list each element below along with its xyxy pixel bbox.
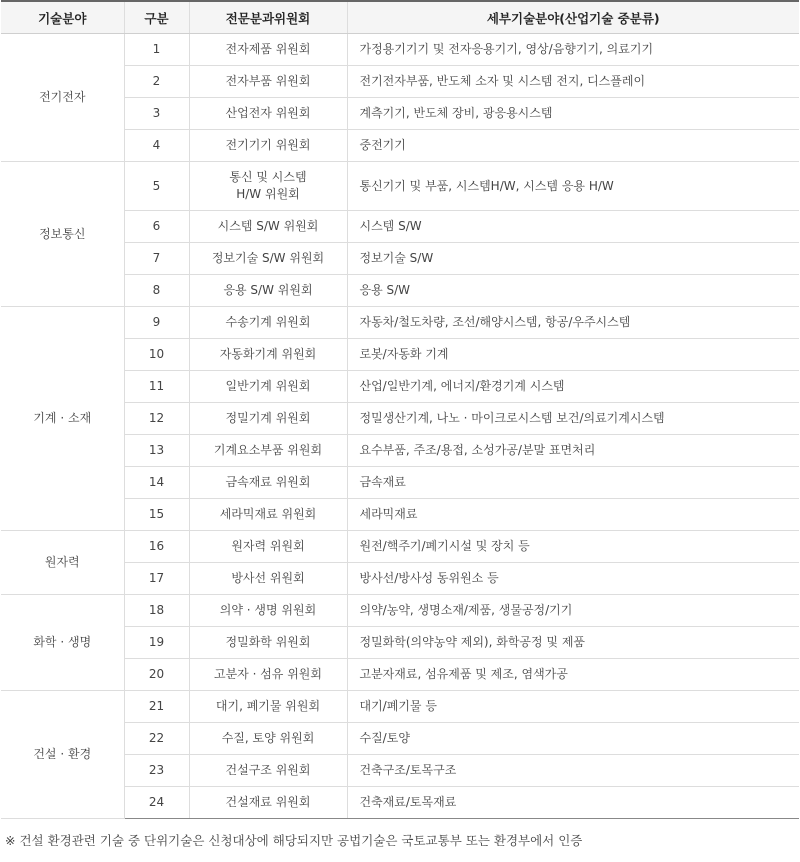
detail-cell: 전기전자부품, 반도체 소자 및 시스템 전지, 디스플레이 <box>347 66 799 98</box>
header-no: 구분 <box>124 1 189 34</box>
header-committee: 전문분과위원회 <box>189 1 347 34</box>
number-cell: 19 <box>124 627 189 659</box>
table-row <box>1 162 799 211</box>
committee-cell: 대기, 폐기물 위원회 <box>189 691 347 723</box>
detail-cell: 건축재료/토목재료 <box>347 787 799 819</box>
number-cell: 15 <box>124 499 189 531</box>
committee-cell: 방사선 위원회 <box>189 563 347 595</box>
number-cell: 4 <box>124 130 189 162</box>
committee-cell: 원자력 위원회 <box>189 531 347 563</box>
detail-cell: 요수부품, 주조/용접, 소성가공/분말 표면처리 <box>347 435 799 467</box>
committee-cell: 수질, 토양 위원회 <box>189 723 347 755</box>
committee-cell: 일반기계 위원회 <box>189 371 347 403</box>
detail-cell: 수질/토양 <box>347 723 799 755</box>
number-cell: 16 <box>124 531 189 563</box>
number-cell: 1 <box>124 34 189 66</box>
number-cell: 3 <box>124 98 189 130</box>
detail-cell: 대기/폐기물 등 <box>347 691 799 723</box>
table-body <box>1 34 799 819</box>
committee-cell: 세라믹재료 위원회 <box>189 499 347 531</box>
header-detail: 세부기술분야(산업기술 중분류) <box>347 1 799 34</box>
detail-cell: 건축구조/토목구조 <box>347 755 799 787</box>
number-cell: 17 <box>124 563 189 595</box>
detail-cell: 가정용기기기 및 전자응용기기, 영상/음향기기, 의료기기 <box>347 34 799 66</box>
number-cell: 12 <box>124 403 189 435</box>
detail-cell: 정밀화학(의약농약 제외), 화학공정 및 제품 <box>347 627 799 659</box>
number-cell: 23 <box>124 755 189 787</box>
number-cell: 5 <box>124 162 189 211</box>
committee-cell: 전자제품 위원회 <box>189 34 347 66</box>
number-cell: 24 <box>124 787 189 819</box>
detail-cell: 통신기기 및 부품, 시스템H/W, 시스템 응용 H/W <box>347 162 799 211</box>
detail-cell: 방사선/방사성 동위원소 등 <box>347 563 799 595</box>
committee-cell: 의약 · 생명 위원회 <box>189 595 347 627</box>
table-row <box>1 531 799 563</box>
committee-cell: 자동화기계 위원회 <box>189 339 347 371</box>
number-cell: 2 <box>124 66 189 98</box>
category-cell: 정보통신 <box>1 162 124 307</box>
detail-cell: 금속재료 <box>347 467 799 499</box>
category-cell: 전기전자 <box>1 34 124 162</box>
detail-cell: 계측기기, 반도체 장비, 광응용시스템 <box>347 98 799 130</box>
detail-cell: 로봇/자동화 기계 <box>347 339 799 371</box>
committee-cell: 금속재료 위원회 <box>189 467 347 499</box>
detail-cell: 정밀생산기계, 나노 · 마이크로시스템 보건/의료기계시스템 <box>347 403 799 435</box>
table-row <box>1 307 799 339</box>
committee-cell: 건설재료 위원회 <box>189 787 347 819</box>
number-cell: 8 <box>124 275 189 307</box>
number-cell: 21 <box>124 691 189 723</box>
number-cell: 10 <box>124 339 189 371</box>
committee-cell: 정밀기계 위원회 <box>189 403 347 435</box>
footnote: ※ 건설 환경관련 기술 중 단위기술은 신청대상에 해당되지만 공법기술은 국토교통부 또는 환경부에서 인증 <box>5 833 583 848</box>
committee-cell: 통신 및 시스템 H/W 위원회 <box>189 162 347 211</box>
committee-cell: 전기기기 위원회 <box>189 130 347 162</box>
table-row <box>1 595 799 627</box>
detail-cell: 중전기기 <box>347 130 799 162</box>
detail-cell: 응용 S/W <box>347 275 799 307</box>
header-category: 기술분야 <box>1 1 124 34</box>
committee-cell: 산업전자 위원회 <box>189 98 347 130</box>
detail-cell: 시스템 S/W <box>347 211 799 243</box>
committee-cell: 건설구조 위원회 <box>189 755 347 787</box>
category-cell: 원자력 <box>1 531 124 595</box>
number-cell: 7 <box>124 243 189 275</box>
tech-field-table <box>1 0 799 819</box>
committee-cell: 정보기술 S/W 위원회 <box>189 243 347 275</box>
detail-cell: 원전/핵주기/폐기시설 및 장치 등 <box>347 531 799 563</box>
number-cell: 20 <box>124 659 189 691</box>
category-cell: 기계 · 소재 <box>1 307 124 531</box>
detail-cell: 의약/농약, 생명소재/제품, 생물공정/기기 <box>347 595 799 627</box>
detail-cell: 정보기술 S/W <box>347 243 799 275</box>
category-cell: 화학 · 생명 <box>1 595 124 691</box>
number-cell: 22 <box>124 723 189 755</box>
number-cell: 6 <box>124 211 189 243</box>
committee-cell: 정밀화학 위원회 <box>189 627 347 659</box>
detail-cell: 산업/일반기계, 에너지/환경기계 시스템 <box>347 371 799 403</box>
table-row <box>1 691 799 723</box>
detail-cell: 고분자재료, 섬유제품 및 제조, 염색가공 <box>347 659 799 691</box>
committee-cell: 고분자 · 섬유 위원회 <box>189 659 347 691</box>
committee-cell: 수송기계 위원회 <box>189 307 347 339</box>
number-cell: 18 <box>124 595 189 627</box>
number-cell: 14 <box>124 467 189 499</box>
committee-cell: 전자부품 위원회 <box>189 66 347 98</box>
number-cell: 11 <box>124 371 189 403</box>
number-cell: 9 <box>124 307 189 339</box>
table-header-row <box>1 1 799 34</box>
committee-cell: 응용 S/W 위원회 <box>189 275 347 307</box>
detail-cell: 자동차/철도차량, 조선/해양시스템, 항공/우주시스템 <box>347 307 799 339</box>
table-row <box>1 34 799 66</box>
committee-cell: 시스템 S/W 위원회 <box>189 211 347 243</box>
category-cell: 건설 · 환경 <box>1 691 124 819</box>
committee-cell: 기계요소부품 위원회 <box>189 435 347 467</box>
number-cell: 13 <box>124 435 189 467</box>
detail-cell: 세라믹재료 <box>347 499 799 531</box>
